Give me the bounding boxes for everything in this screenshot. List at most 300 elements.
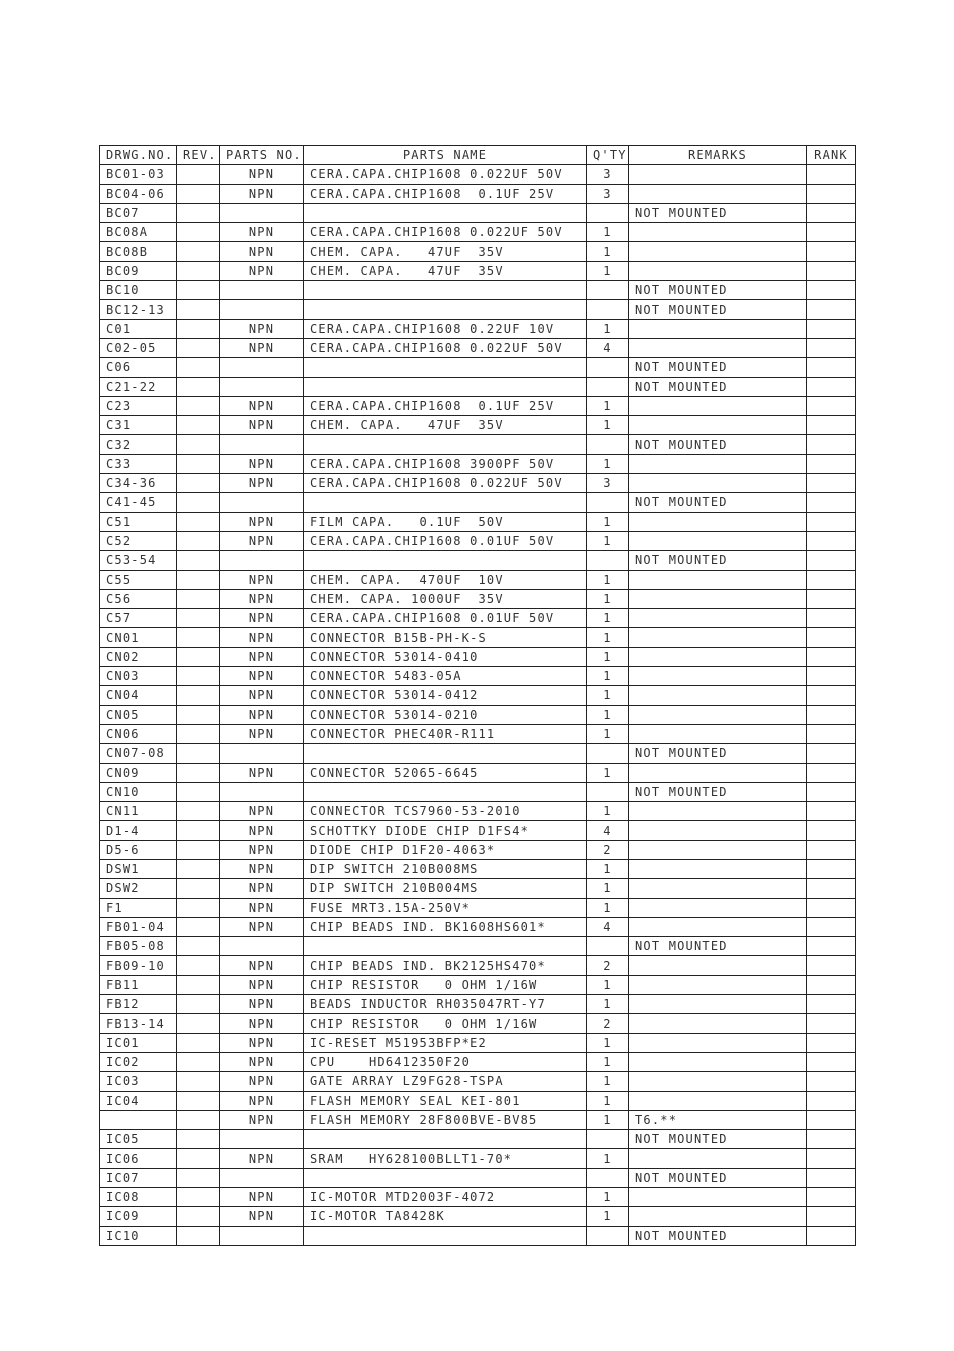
cell-qty: 1 <box>587 454 629 473</box>
cell-qty: 1 <box>587 667 629 686</box>
cell-rev <box>177 609 220 628</box>
cell-rank <box>807 300 856 319</box>
cell-remarks <box>629 338 807 357</box>
table-row <box>100 281 856 300</box>
cell-drwg-no: C23 <box>100 396 177 415</box>
cell-rev <box>177 1226 220 1245</box>
table-row <box>100 975 856 994</box>
table-row <box>100 802 856 821</box>
cell-rank <box>807 396 856 415</box>
cell-parts-no: NPN <box>220 1188 304 1207</box>
cell-rank <box>807 859 856 878</box>
cell-drwg-no: BC07 <box>100 203 177 222</box>
cell-parts-no: NPN <box>220 319 304 338</box>
cell-remarks: NOT MOUNTED <box>629 358 807 377</box>
cell-drwg-no: C33 <box>100 454 177 473</box>
cell-rank <box>807 840 856 859</box>
cell-qty: 1 <box>587 223 629 242</box>
cell-qty: 1 <box>587 686 629 705</box>
cell-rank <box>807 898 856 917</box>
cell-rev <box>177 416 220 435</box>
cell-parts-no <box>220 493 304 512</box>
cell-parts-name: CONNECTOR 53014-0412 <box>304 686 587 705</box>
cell-remarks <box>629 898 807 917</box>
table-row <box>100 1072 856 1091</box>
cell-parts-name: CERA.CAPA.CHIP1608 0.022UF 50V <box>304 338 587 357</box>
cell-rev <box>177 551 220 570</box>
cell-qty <box>587 937 629 956</box>
cell-rank <box>807 917 856 936</box>
cell-rev <box>177 165 220 184</box>
cell-remarks <box>629 840 807 859</box>
cell-drwg-no: IC02 <box>100 1052 177 1071</box>
cell-rev <box>177 744 220 763</box>
cell-qty: 1 <box>587 995 629 1014</box>
cell-qty: 1 <box>587 763 629 782</box>
cell-drwg-no: IC10 <box>100 1226 177 1245</box>
cell-remarks <box>629 416 807 435</box>
cell-rank <box>807 454 856 473</box>
cell-remarks <box>629 512 807 531</box>
cell-rank <box>807 879 856 898</box>
cell-parts-no <box>220 435 304 454</box>
cell-parts-no: NPN <box>220 570 304 589</box>
cell-parts-name: CONNECTOR PHEC40R-R111 <box>304 724 587 743</box>
cell-rank <box>807 261 856 280</box>
cell-drwg-no: C32 <box>100 435 177 454</box>
cell-qty: 1 <box>587 242 629 261</box>
cell-rev <box>177 956 220 975</box>
cell-rank <box>807 165 856 184</box>
cell-parts-name: CHIP BEADS IND. BK1608HS601* <box>304 917 587 936</box>
cell-parts-no: NPN <box>220 917 304 936</box>
cell-remarks <box>629 686 807 705</box>
cell-remarks <box>629 242 807 261</box>
cell-rank <box>807 377 856 396</box>
cell-rank <box>807 1072 856 1091</box>
cell-drwg-no: IC04 <box>100 1091 177 1110</box>
cell-parts-name: CHEM. CAPA. 47UF 35V <box>304 261 587 280</box>
cell-parts-no: NPN <box>220 686 304 705</box>
cell-rev <box>177 763 220 782</box>
cell-drwg-no: C57 <box>100 609 177 628</box>
cell-qty: 1 <box>587 859 629 878</box>
cell-drwg-no: CN05 <box>100 705 177 724</box>
cell-parts-name: CONNECTOR 53014-0410 <box>304 647 587 666</box>
cell-rev <box>177 242 220 261</box>
cell-remarks <box>629 454 807 473</box>
cell-parts-no: NPN <box>220 628 304 647</box>
cell-parts-name: CHEM. CAPA. 47UF 35V <box>304 416 587 435</box>
cell-rank <box>807 1014 856 1033</box>
cell-rank <box>807 223 856 242</box>
cell-rank <box>807 802 856 821</box>
table-row <box>100 358 856 377</box>
cell-parts-name <box>304 435 587 454</box>
cell-parts-no <box>220 300 304 319</box>
cell-remarks <box>629 821 807 840</box>
cell-rank <box>807 474 856 493</box>
cell-parts-name: SRAM HY628100BLLT1-70* <box>304 1149 587 1168</box>
cell-parts-no <box>220 358 304 377</box>
cell-drwg-no: FB09-10 <box>100 956 177 975</box>
table-row <box>100 396 856 415</box>
cell-parts-name: FILM CAPA. 0.1UF 50V <box>304 512 587 531</box>
cell-parts-name: CERA.CAPA.CHIP1608 0.1UF 25V <box>304 184 587 203</box>
cell-parts-name: GATE ARRAY LZ9FG28-TSPA <box>304 1072 587 1091</box>
cell-drwg-no: BC01-03 <box>100 165 177 184</box>
cell-rev <box>177 879 220 898</box>
cell-remarks <box>629 859 807 878</box>
table-row <box>100 165 856 184</box>
cell-rev <box>177 203 220 222</box>
cell-remarks <box>629 917 807 936</box>
cell-rank <box>807 975 856 994</box>
cell-remarks <box>629 667 807 686</box>
cell-rev <box>177 1014 220 1033</box>
cell-rev <box>177 995 220 1014</box>
cell-parts-no: NPN <box>220 474 304 493</box>
cell-rev <box>177 358 220 377</box>
cell-rev <box>177 1130 220 1149</box>
cell-remarks <box>629 1052 807 1071</box>
cell-qty: 1 <box>587 396 629 415</box>
table-row <box>100 1149 856 1168</box>
cell-parts-name: DIODE CHIP D1F20-4063* <box>304 840 587 859</box>
cell-rev <box>177 724 220 743</box>
cell-drwg-no <box>100 1110 177 1129</box>
cell-rank <box>807 1188 856 1207</box>
table-row <box>100 377 856 396</box>
table-row <box>100 242 856 261</box>
cell-qty: 2 <box>587 956 629 975</box>
cell-remarks <box>629 1188 807 1207</box>
cell-qty: 1 <box>587 1052 629 1071</box>
cell-qty <box>587 551 629 570</box>
cell-parts-no: NPN <box>220 1033 304 1052</box>
cell-parts-name: CHEM. CAPA. 47UF 35V <box>304 242 587 261</box>
cell-rev <box>177 859 220 878</box>
table-row <box>100 898 856 917</box>
cell-parts-no <box>220 744 304 763</box>
cell-parts-no: NPN <box>220 1091 304 1110</box>
cell-rev <box>177 300 220 319</box>
cell-remarks <box>629 724 807 743</box>
cell-parts-no: NPN <box>220 879 304 898</box>
cell-qty: 1 <box>587 512 629 531</box>
cell-parts-name: FLASH MEMORY 28F800BVE-BV85 <box>304 1110 587 1129</box>
cell-remarks: NOT MOUNTED <box>629 1168 807 1187</box>
table-row <box>100 1014 856 1033</box>
cell-parts-no: NPN <box>220 609 304 628</box>
cell-parts-no: NPN <box>220 667 304 686</box>
table-row <box>100 995 856 1014</box>
cell-qty: 1 <box>587 1188 629 1207</box>
cell-parts-name: CHEM. CAPA. 1000UF 35V <box>304 589 587 608</box>
cell-parts-no: NPN <box>220 647 304 666</box>
cell-parts-no: NPN <box>220 184 304 203</box>
cell-remarks <box>629 1072 807 1091</box>
cell-qty: 1 <box>587 416 629 435</box>
cell-rev <box>177 1207 220 1226</box>
cell-rev <box>177 705 220 724</box>
table-row <box>100 705 856 724</box>
table-row <box>100 570 856 589</box>
cell-drwg-no: C06 <box>100 358 177 377</box>
cell-rank <box>807 937 856 956</box>
cell-drwg-no: BC10 <box>100 281 177 300</box>
cell-drwg-no: CN07-08 <box>100 744 177 763</box>
cell-parts-no: NPN <box>220 898 304 917</box>
cell-remarks <box>629 1033 807 1052</box>
cell-parts-no: NPN <box>220 454 304 473</box>
table-row <box>100 667 856 686</box>
cell-rank <box>807 1149 856 1168</box>
cell-rev <box>177 454 220 473</box>
cell-parts-no: NPN <box>220 1052 304 1071</box>
cell-rank <box>807 1110 856 1129</box>
cell-drwg-no: BC12-13 <box>100 300 177 319</box>
cell-rank <box>807 686 856 705</box>
cell-drwg-no: DSW2 <box>100 879 177 898</box>
cell-rev <box>177 917 220 936</box>
header-drwg-no: DRWG.NO. <box>100 146 177 165</box>
cell-remarks: NOT MOUNTED <box>629 1226 807 1245</box>
cell-rev <box>177 261 220 280</box>
cell-rev <box>177 840 220 859</box>
cell-remarks <box>629 995 807 1014</box>
cell-qty: 1 <box>587 589 629 608</box>
cell-remarks <box>629 396 807 415</box>
cell-rev <box>177 1110 220 1129</box>
cell-remarks: NOT MOUNTED <box>629 300 807 319</box>
cell-rev <box>177 396 220 415</box>
table-row <box>100 744 856 763</box>
cell-qty: 1 <box>587 802 629 821</box>
cell-qty <box>587 435 629 454</box>
cell-parts-name <box>304 744 587 763</box>
cell-drwg-no: CN06 <box>100 724 177 743</box>
table-row <box>100 1130 856 1149</box>
cell-qty <box>587 1168 629 1187</box>
cell-rank <box>807 609 856 628</box>
cell-remarks: NOT MOUNTED <box>629 782 807 801</box>
table-row <box>100 763 856 782</box>
table-row <box>100 647 856 666</box>
table-row <box>100 512 856 531</box>
parts-list-table <box>99 145 856 1246</box>
cell-rank <box>807 667 856 686</box>
cell-remarks <box>629 609 807 628</box>
cell-parts-name: CONNECTOR B15B-PH-K-S <box>304 628 587 647</box>
cell-parts-no: NPN <box>220 1014 304 1033</box>
table-row <box>100 956 856 975</box>
table-row <box>100 203 856 222</box>
table-row <box>100 840 856 859</box>
cell-qty: 1 <box>587 724 629 743</box>
cell-parts-name: CERA.CAPA.CHIP1608 0.022UF 50V <box>304 474 587 493</box>
cell-rank <box>807 319 856 338</box>
cell-parts-no: NPN <box>220 338 304 357</box>
cell-rank <box>807 821 856 840</box>
cell-drwg-no: C41-45 <box>100 493 177 512</box>
cell-remarks <box>629 589 807 608</box>
cell-rank <box>807 724 856 743</box>
cell-parts-no <box>220 551 304 570</box>
cell-rank <box>807 628 856 647</box>
cell-remarks: NOT MOUNTED <box>629 551 807 570</box>
cell-parts-name: CONNECTOR TCS7960-53-2010 <box>304 802 587 821</box>
cell-qty: 1 <box>587 531 629 550</box>
cell-parts-no: NPN <box>220 261 304 280</box>
cell-qty: 1 <box>587 1091 629 1110</box>
cell-parts-no <box>220 281 304 300</box>
cell-remarks <box>629 802 807 821</box>
cell-rank <box>807 512 856 531</box>
cell-rank <box>807 956 856 975</box>
cell-parts-no: NPN <box>220 589 304 608</box>
cell-parts-no: NPN <box>220 724 304 743</box>
cell-parts-no: NPN <box>220 1149 304 1168</box>
cell-parts-no <box>220 1226 304 1245</box>
cell-drwg-no: BC09 <box>100 261 177 280</box>
table-row <box>100 416 856 435</box>
cell-qty: 1 <box>587 261 629 280</box>
cell-qty: 3 <box>587 474 629 493</box>
cell-rank <box>807 184 856 203</box>
cell-parts-no <box>220 1130 304 1149</box>
cell-rank <box>807 358 856 377</box>
cell-remarks: NOT MOUNTED <box>629 937 807 956</box>
cell-qty: 1 <box>587 1072 629 1091</box>
cell-drwg-no: CN09 <box>100 763 177 782</box>
cell-drwg-no: IC05 <box>100 1130 177 1149</box>
cell-qty: 4 <box>587 338 629 357</box>
cell-rank <box>807 242 856 261</box>
table-row <box>100 879 856 898</box>
table-row <box>100 1188 856 1207</box>
cell-qty: 2 <box>587 840 629 859</box>
cell-parts-no: NPN <box>220 840 304 859</box>
table-row <box>100 454 856 473</box>
cell-qty: 3 <box>587 165 629 184</box>
cell-drwg-no: C01 <box>100 319 177 338</box>
cell-parts-no: NPN <box>220 956 304 975</box>
cell-parts-no: NPN <box>220 705 304 724</box>
table-row <box>100 319 856 338</box>
cell-parts-no: NPN <box>220 512 304 531</box>
table-row <box>100 1168 856 1187</box>
cell-qty: 3 <box>587 184 629 203</box>
cell-rev <box>177 628 220 647</box>
table-row <box>100 1091 856 1110</box>
cell-qty <box>587 203 629 222</box>
cell-parts-name: CERA.CAPA.CHIP1608 0.01UF 50V <box>304 609 587 628</box>
cell-drwg-no: C51 <box>100 512 177 531</box>
cell-remarks <box>629 474 807 493</box>
cell-rev <box>177 319 220 338</box>
table-row <box>100 589 856 608</box>
cell-rev <box>177 1033 220 1052</box>
cell-remarks <box>629 570 807 589</box>
cell-rev <box>177 647 220 666</box>
cell-qty: 1 <box>587 1149 629 1168</box>
header-qty: Q'TY <box>587 146 629 165</box>
cell-drwg-no: BC08B <box>100 242 177 261</box>
cell-drwg-no: CN11 <box>100 802 177 821</box>
cell-parts-name: IC-MOTOR TA8428K <box>304 1207 587 1226</box>
cell-qty: 1 <box>587 570 629 589</box>
cell-remarks <box>629 956 807 975</box>
table-row <box>100 609 856 628</box>
cell-drwg-no: D5-6 <box>100 840 177 859</box>
cell-remarks <box>629 879 807 898</box>
table-row <box>100 261 856 280</box>
cell-rev <box>177 570 220 589</box>
cell-drwg-no: C52 <box>100 531 177 550</box>
cell-drwg-no: CN04 <box>100 686 177 705</box>
cell-drwg-no: IC09 <box>100 1207 177 1226</box>
cell-rev <box>177 1052 220 1071</box>
cell-rank <box>807 589 856 608</box>
table-row <box>100 859 856 878</box>
cell-drwg-no: FB05-08 <box>100 937 177 956</box>
cell-rev <box>177 802 220 821</box>
cell-remarks <box>629 184 807 203</box>
cell-drwg-no: D1-4 <box>100 821 177 840</box>
cell-qty: 1 <box>587 647 629 666</box>
cell-parts-name <box>304 358 587 377</box>
cell-rev <box>177 898 220 917</box>
cell-parts-no: NPN <box>220 975 304 994</box>
cell-rev <box>177 493 220 512</box>
cell-drwg-no: C02-05 <box>100 338 177 357</box>
cell-parts-no: NPN <box>220 1207 304 1226</box>
table-row <box>100 1207 856 1226</box>
cell-remarks: NOT MOUNTED <box>629 377 807 396</box>
table-row <box>100 1226 856 1245</box>
cell-rank <box>807 570 856 589</box>
table-row <box>100 628 856 647</box>
table-row <box>100 782 856 801</box>
cell-drwg-no: CN03 <box>100 667 177 686</box>
header-remarks: REMARKS <box>629 146 807 165</box>
cell-parts-name: CHIP RESISTOR 0 OHM 1/16W <box>304 1014 587 1033</box>
cell-rev <box>177 1188 220 1207</box>
cell-drwg-no: C53-54 <box>100 551 177 570</box>
cell-parts-name: IC-RESET M51953BFP*E2 <box>304 1033 587 1052</box>
cell-qty: 1 <box>587 898 629 917</box>
cell-remarks: T6.** <box>629 1110 807 1129</box>
cell-qty: 1 <box>587 879 629 898</box>
cell-remarks <box>629 628 807 647</box>
cell-qty <box>587 1130 629 1149</box>
table-row <box>100 435 856 454</box>
cell-rank <box>807 493 856 512</box>
cell-parts-no: NPN <box>220 416 304 435</box>
cell-qty: 1 <box>587 705 629 724</box>
cell-parts-name <box>304 281 587 300</box>
cell-parts-name <box>304 377 587 396</box>
cell-parts-no: NPN <box>220 242 304 261</box>
cell-rank <box>807 416 856 435</box>
cell-parts-no <box>220 1168 304 1187</box>
cell-rank <box>807 281 856 300</box>
cell-drwg-no: IC08 <box>100 1188 177 1207</box>
cell-parts-name <box>304 1226 587 1245</box>
cell-rank <box>807 995 856 1014</box>
cell-parts-name: CERA.CAPA.CHIP1608 3900PF 50V <box>304 454 587 473</box>
